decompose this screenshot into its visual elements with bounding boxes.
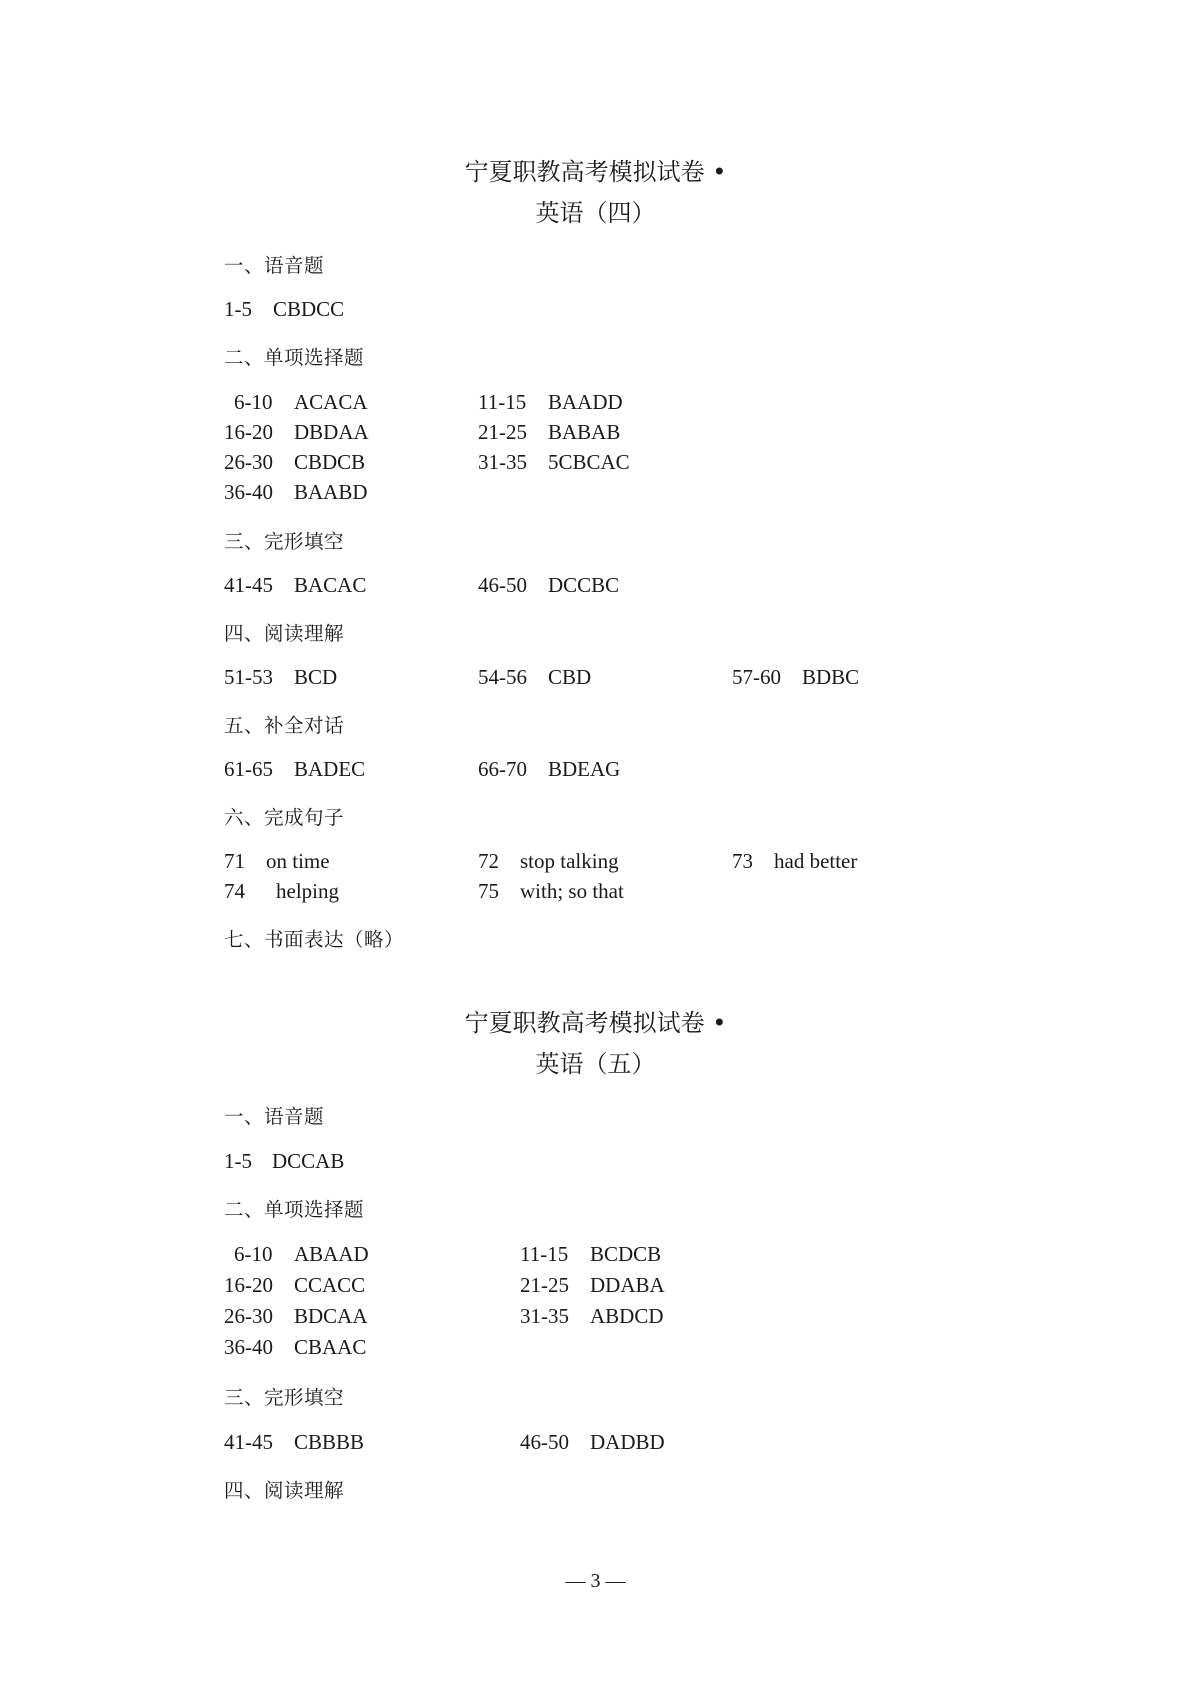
answer-key: DADBD [590, 1430, 665, 1454]
answer-key: BABAB [548, 420, 621, 444]
answer-key: with; so that [520, 879, 624, 903]
answer-key: BCDCB [590, 1242, 662, 1266]
answer-key: DDABA [590, 1273, 665, 1297]
answer-key: CBD [548, 665, 592, 689]
answer-key: BDEAG [548, 757, 621, 781]
answer-key: BAABD [294, 480, 368, 504]
answer-item: 26-30 [224, 1304, 273, 1328]
section-heading: 三、完形填空 [224, 1386, 345, 1409]
section-heading: 三、完形填空 [224, 530, 345, 553]
section-heading: 二、单项选择题 [224, 1198, 365, 1221]
answer-key: CCACC [294, 1273, 366, 1297]
answer-item: 21-25 [478, 420, 527, 444]
answer-item: 6-10 [234, 390, 273, 414]
answer-key: had better [774, 849, 858, 873]
section-heading: 五、补全对话 [224, 714, 345, 737]
answer-item: 66-70 [478, 757, 527, 781]
answer-key: BACAC [294, 573, 367, 597]
answer-item: 51-53 [224, 665, 273, 689]
answer-item: 16-20 [224, 1273, 273, 1297]
answer-item: 36-40 [224, 480, 273, 504]
answer-item: 41-45 [224, 573, 273, 597]
answer-item: 21-25 [520, 1273, 569, 1297]
section-heading: 四、阅读理解 [224, 1479, 345, 1502]
answer-key: BCD [294, 665, 338, 689]
answer-item: 31-35 [520, 1304, 569, 1328]
answer-item: 71 [224, 849, 245, 873]
answer-item: 11-15 [520, 1242, 569, 1266]
answer-key: helping [276, 879, 339, 903]
answer-key: BDCAA [294, 1304, 368, 1328]
section-heading: 二、单项选择题 [224, 346, 365, 369]
answer-item: 73 [732, 849, 753, 873]
page-number: — 3 — [565, 1570, 626, 1592]
answer-item: 36-40 [224, 1335, 273, 1359]
answer-item: 31-35 [478, 450, 527, 474]
answer-key: BDBC [802, 665, 860, 689]
answer-item: 46-50 [478, 573, 527, 597]
answer-key: DBDAA [294, 420, 369, 444]
answer-key: CBDCB [294, 450, 366, 474]
answer-key: ABAAD [294, 1242, 369, 1266]
section-heading: 七、书面表达（略） [224, 928, 405, 951]
answer-item: 11-15 [478, 390, 527, 414]
answer-item: 1-5 CBDCC [224, 297, 345, 321]
answer-key: BAADD [548, 390, 623, 414]
answer-item: 72 [478, 849, 499, 873]
answer-item: 16-20 [224, 420, 273, 444]
section-heading: 四、阅读理解 [224, 622, 345, 645]
answer-key: CBBBB [294, 1430, 365, 1454]
answer-item: 6-10 [234, 1242, 273, 1266]
section-heading: 六、完成句子 [224, 806, 345, 829]
answer-item: 26-30 [224, 450, 273, 474]
paper-title: 宁夏职教高考模拟试卷 • [464, 158, 727, 186]
answer-key: BADEC [294, 757, 366, 781]
answer-key: DCCBC [548, 573, 620, 597]
paper-title: 宁夏职教高考模拟试卷 • [464, 1009, 727, 1037]
answer-key: on time [266, 849, 330, 873]
answer-item: 75 [478, 879, 499, 903]
answer-item: 46-50 [520, 1430, 569, 1454]
answer-item: 74 [224, 879, 245, 903]
answer-item: 54-56 [478, 665, 527, 689]
answer-key: DCCAB [272, 1149, 345, 1173]
section-heading: 一、语音题 [224, 254, 325, 277]
paper-subtitle: 英语（四） [535, 199, 656, 227]
answer-item: 1-5 [224, 1149, 252, 1173]
answer-item: 61-65 [224, 757, 273, 781]
paper-subtitle: 英语（五） [535, 1050, 656, 1078]
answer-item: 41-45 [224, 1430, 273, 1454]
answer-key: ABDCD [590, 1304, 664, 1328]
answer-key: ACACA [294, 390, 368, 414]
answer-key: stop talking [520, 849, 619, 873]
answer-key: CBAAC [294, 1335, 367, 1359]
answer-item: 57-60 [732, 665, 781, 689]
section-heading: 一、语音题 [224, 1105, 325, 1128]
answer-key: 5CBCAC [548, 450, 630, 474]
